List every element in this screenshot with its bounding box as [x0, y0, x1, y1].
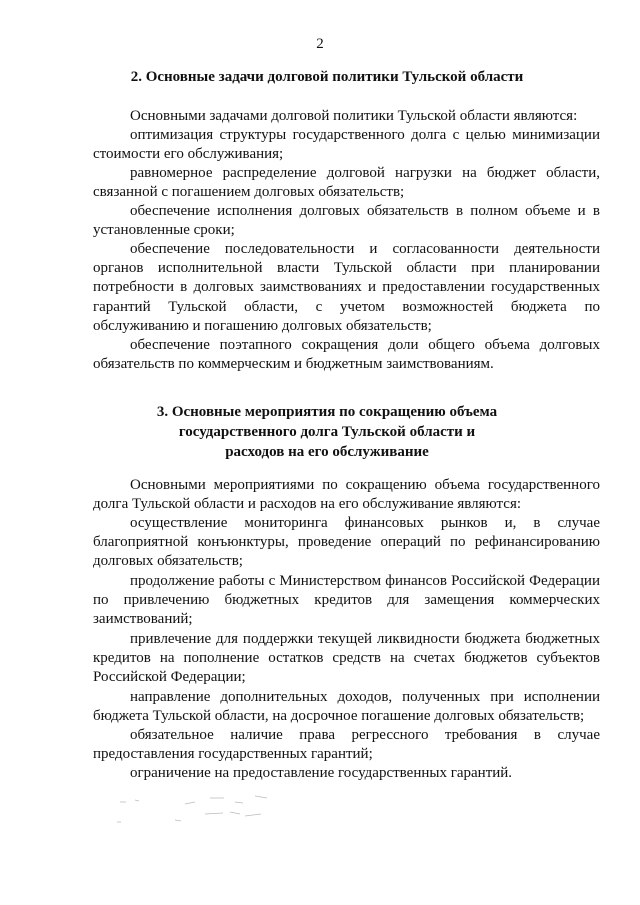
- section-3-intro: Основными мероприятиями по сокращению объема государственного долга Тульской области и расходов на его обслуживание являются:: [93, 477, 600, 513]
- section-2-item-3: обеспечение исполнения долговых обязательств в полном объеме и в установленные сроки;: [93, 203, 600, 239]
- section-3-item-2: продолжение работы с Министерством финансов Российской Федерации по привлечению бюджетных кредитов для замещения коммерческих заимствований;: [93, 573, 600, 628]
- section-3-item-3: привлечение для поддержки текущей ликвидности бюджета бюджетных кредитов на пополнение остатков средств на счетах бюджетов субъектов Российской Федерации;: [93, 631, 600, 686]
- page-number: 2: [316, 36, 324, 52]
- faint-scan-marks: [115, 790, 295, 830]
- section-2-item-4: обеспечение последовательности и согласованности деятельности органов исполнительной власти Тульской области при планировании потребности в долговых заимствованиях и предоставлении государственных гарантий Тульской области, с учетом возможностей бюджета по обслуживанию и погашению долговых обязательств;: [93, 241, 600, 334]
- section-3-item-1: осуществление мониторинга финансовых рынков и, в случае благоприятной конъюнктуры, проведение операций по рефинансированию долговых обязательств;: [93, 515, 600, 570]
- section-3-heading-line-3: расходов на его обслуживание: [225, 444, 429, 460]
- section-3-item-5: обязательное наличие права регрессного требования в случае предоставления государственных гарантий;: [93, 727, 600, 763]
- section-3-heading-line-1: 3. Основные мероприятия по сокращению объема: [156, 404, 498, 420]
- section-3-item-4: направление дополнительных доходов, полученных при исполнении бюджета Тульской области, на досрочное погашение долговых обязательств;: [93, 689, 600, 725]
- section-2-item-1: оптимизация структуры государственного долга с целью минимизации стоимости его обслуживания;: [93, 127, 600, 163]
- section-3-item-6: ограничение на предоставление государственных гарантий.: [130, 765, 513, 781]
- section-2-item-5: обеспечение поэтапного сокращения доли общего объема долговых обязательств по коммерческим и бюджетным заимствованиям.: [93, 337, 600, 373]
- section-2-intro: Основными задачами долговой политики Тульской области являются:: [130, 108, 578, 124]
- section-2-item-2: равномерное распределение долговой нагрузки на бюджет области, связанной с погашением долговых обязательств;: [93, 165, 600, 201]
- section-3-heading: [92, 402, 562, 462]
- section-3-heading-line-2: государственного долга Тульской области и: [178, 424, 476, 440]
- section-2-heading: 2. Основные задачи долговой политики Тульской области: [130, 69, 524, 85]
